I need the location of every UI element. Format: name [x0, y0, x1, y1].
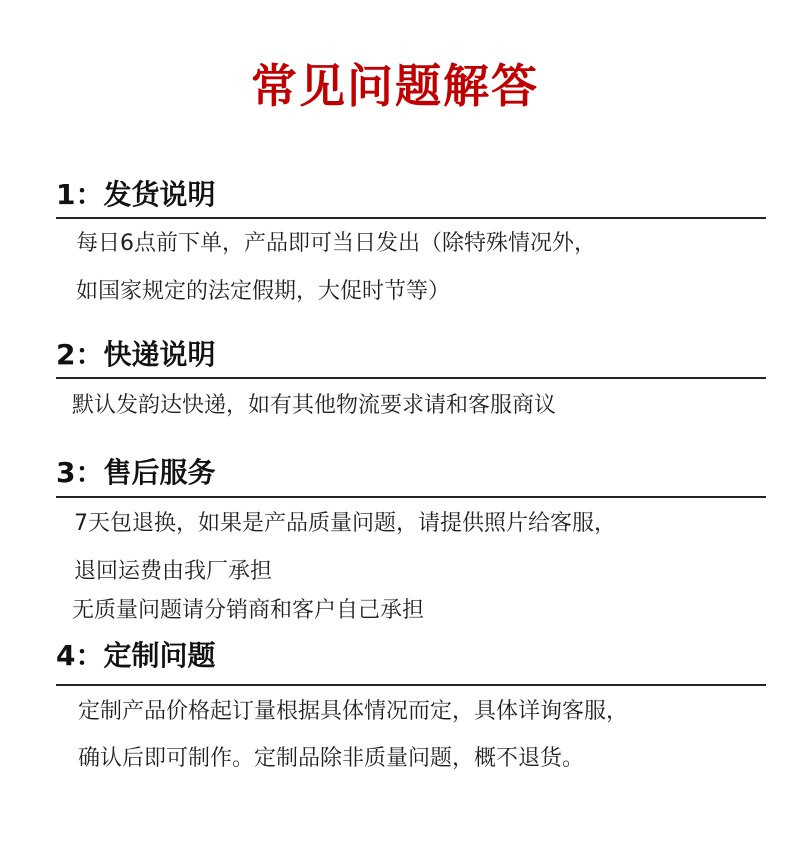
section-text-line: 默认发韵达快递，如有其他物流要求请和客服商议	[72, 393, 557, 418]
page-title: 常见问题解答	[251, 59, 539, 113]
section-divider	[56, 684, 766, 686]
section-divider	[56, 377, 766, 379]
section-heading-shipping: 1：发货说明	[56, 178, 216, 211]
section-text-line: 无质量问题请分销商和客户自己承担	[72, 598, 425, 623]
section-text-line: 每日6点前下单，产品即可当日发出（除特殊情况外，	[76, 231, 596, 256]
section-text-line: 退回运费由我厂承担	[74, 559, 273, 584]
section-heading-courier: 2：快递说明	[56, 338, 216, 371]
section-heading-after-sales: 3：售后服务	[56, 456, 216, 489]
section-text-line: 定制产品价格起订量根据具体情况而定，具体详询客服，	[78, 699, 629, 724]
section-divider	[56, 496, 766, 498]
section-text-line: 如国家规定的法定假期，大促时节等）	[76, 279, 451, 304]
section-text-line: 确认后即可制作。定制品除非质量问题，概不退货。	[78, 746, 585, 771]
section-divider	[56, 217, 766, 219]
section-text-line: 7天包退换，如果是产品质量问题，请提供照片给客服，	[74, 511, 616, 536]
section-heading-customization: 4：定制问题	[56, 639, 216, 672]
